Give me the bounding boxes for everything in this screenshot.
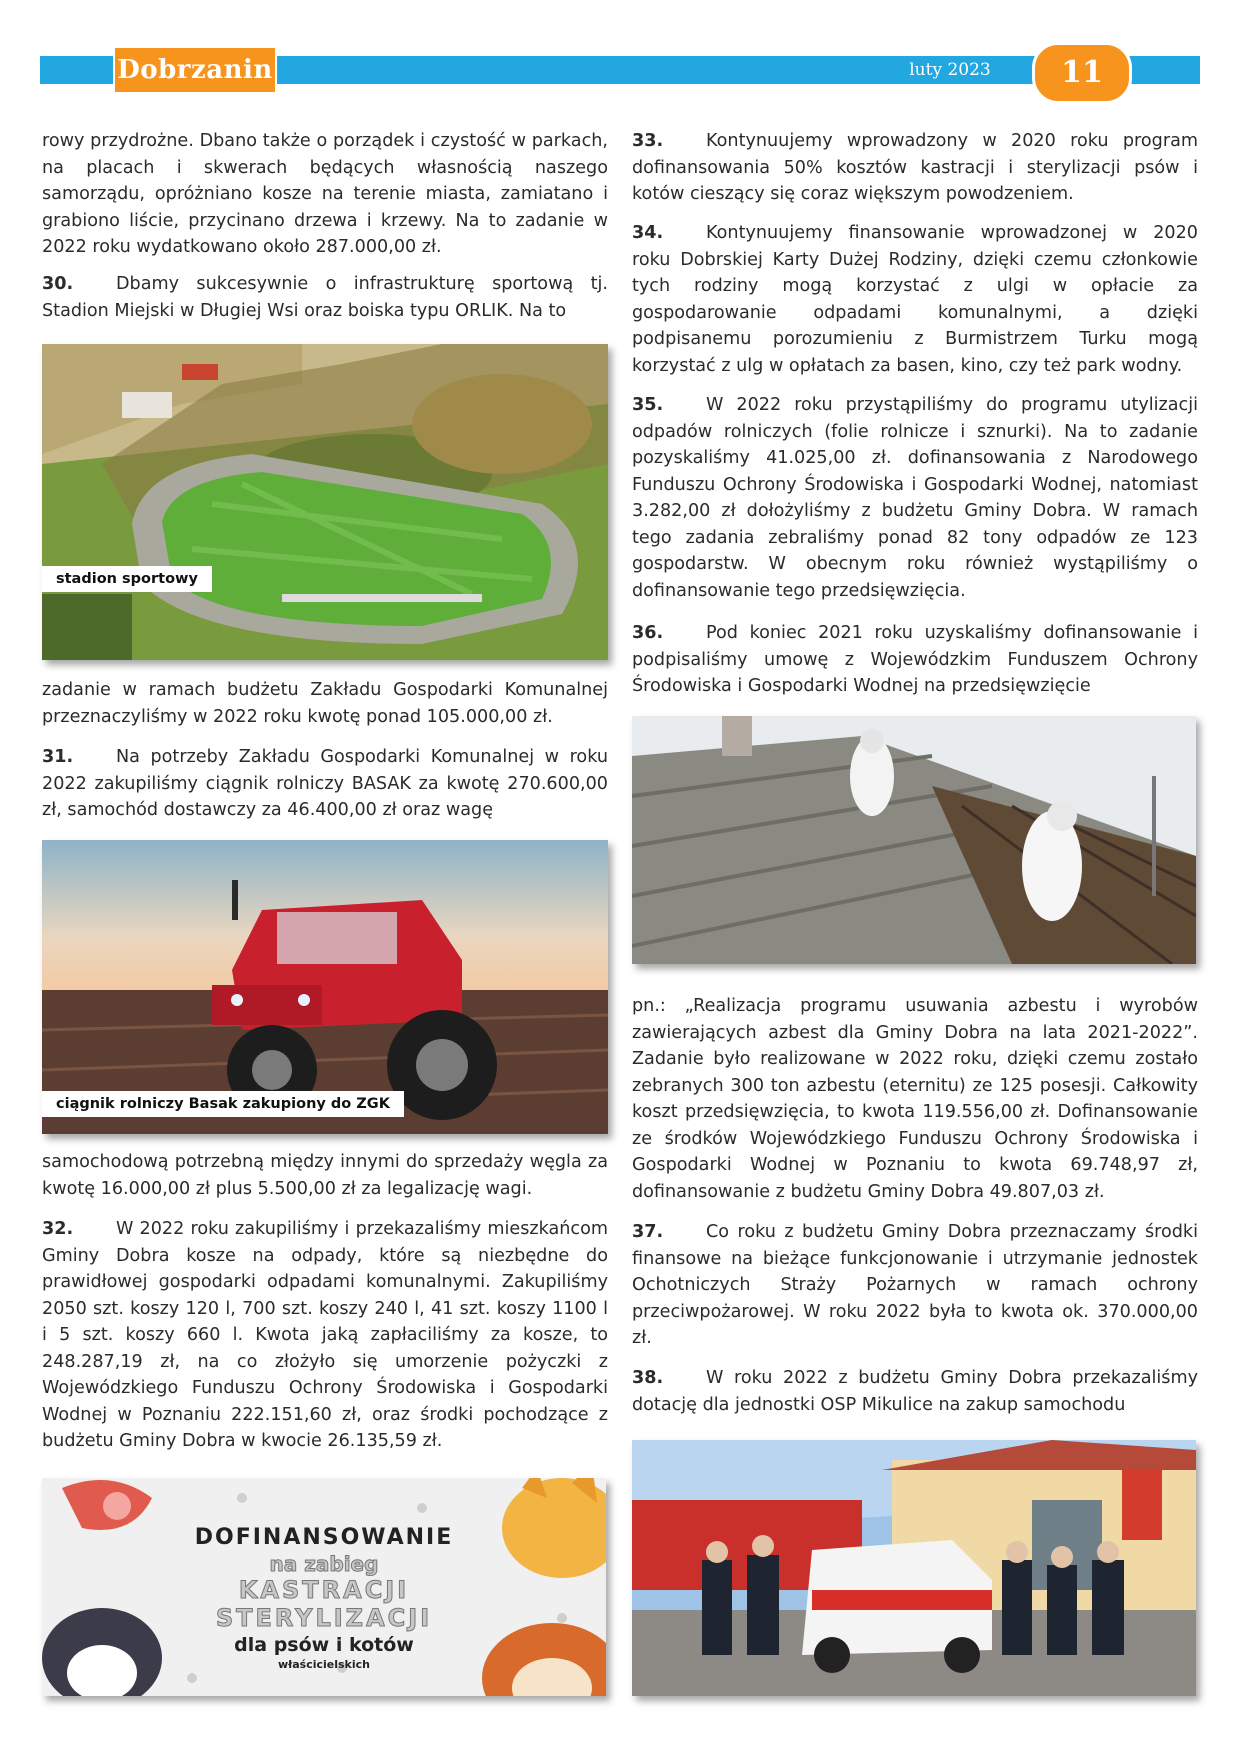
item-text: W 2022 roku przystąpiliśmy do programu utylizacji odpadów rolniczych (folie rolnicze i sznurki). Na to zadanie pozyskaliśmy 41.025,00 zł. dofinansowania z Narodowego Funduszu Ochrony Środowiska i Gospodarki Wodnej, natomiast 3.282,00 zł dołożyliśmy z budżetu Gminy Dobra. W ramach tego zadania zebraliśmy ponad 82 tony odpadów ze 123 gospodarstw. W obecnym roku również wystąpiliśmy o dofinansowanie tego przedsięwzięcia. [632, 395, 1198, 601]
poster-sterilization [42, 1478, 606, 1696]
item-34 [632, 220, 1198, 379]
item-text: Kontynuujemy finansowanie wprowadzonej w 2020 roku Dobrskiej Karty Dużej Rodziny, dzięki czemu członkowie tych rodziny mogą korzystać z ulgi w opłacie za gospodarowanie odpadami komunalnymi, a dzięki podpisanemu porozumieniu z Burmistrzem Turku mogą korzystać z ulg w opłatach za basen, kino, czy też park wodny. [632, 223, 1198, 376]
item-number: 32. [42, 1219, 74, 1239]
item-30-continued: zadanie w ramach budżetu Zakładu Gospodarki Komunalnej przeznaczyliśmy w 2022 roku kwotę ponad 105.000,00 zł. [42, 680, 608, 727]
item-31-continued: samochodową potrzebną między innymi do sprzedaży węgla za kwotę 16.000,00 zł plus 5.500,00 zł za legalizację wagi. [42, 1152, 608, 1199]
issue-date: luty 2023 [909, 60, 991, 80]
item-36 [632, 620, 1198, 700]
item-33 [632, 128, 1198, 208]
item-38 [632, 1365, 1198, 1418]
photo-stadium [42, 344, 608, 660]
poster-line: DOFINANSOWANIE [194, 1525, 454, 1550]
item-text: Co roku z budżetu Gminy Dobra przeznaczamy środki finansowe na bieżące funkcjonowanie i utrzymanie jednostek Ochotniczych Straży Pożarnych w ramach ochrony przeciwpożarowej. W roku 2022 była to kwota ok. 370.000,00 zł. [632, 1222, 1198, 1348]
item-37 [632, 1219, 1198, 1352]
item-number: 33. [632, 131, 664, 151]
item-number: 36. [632, 623, 664, 643]
item-number: 30. [42, 274, 74, 294]
item-number: 37. [632, 1222, 664, 1242]
photo-caption: stadion sportowy [42, 566, 212, 592]
poster-line: właścicielskich [277, 1658, 370, 1671]
item-number: 38. [632, 1368, 664, 1388]
poster-text [122, 1524, 526, 1672]
item-number: 31. [42, 747, 74, 767]
item-35 [632, 392, 1198, 604]
item-31 [42, 744, 608, 824]
item-text: W 2022 roku zakupiliśmy i przekazaliśmy mieszkańcom Gminy Dobra kosze na odpady, które są niezbędne do prawidłowej gospodarki odpadami komunalnymi. Zakupiliśmy 2050 szt. koszy 120 l, 700 szt. koszy 240 l, 41 szt. koszy 1100 l i 5 szt. koszy 660 l. Kwota jaką zapłaciliśmy za kosze, to 248.287,19 zł, na co złożyło się umorzenie pożyczki z Wojewódzkiego Funduszu Ochrony Środowiska i Gospodarki Wodnej w Poznaniu 222.151,60 zł, oraz środki pochodzące z budżetu Gminy Dobra w kwocie 26.135,59 zł. [42, 1219, 608, 1451]
photo-caption: ciągnik rolniczy Basak zakupiony do ZGK [42, 1091, 404, 1117]
item-30 [42, 271, 608, 324]
item-number: 34. [632, 223, 664, 243]
photo-asbestos-removal [632, 716, 1196, 964]
photo-tractor [42, 840, 608, 1134]
item-text: Na potrzeby Zakładu Gospodarki Komunalnej w roku 2022 zakupiliśmy ciągnik rolniczy BASAK za kwotę 270.600,00 zł, samochód dostawczy za 46.400,00 zł oraz wagę [42, 747, 608, 820]
item-text: Kontynuujemy wprowadzony w 2020 roku program dofinansowania 50% kosztów kastracji i sterylizacji psów i kotów cieszący się coraz większym powodzeniem. [632, 131, 1198, 204]
poster-line: dla psów i kotów [234, 1634, 414, 1656]
item-text: Dbamy sukcesywnie o infrastrukturę sportową tj. Stadion Miejski w Długiej Wsi oraz boiska typu ORLIK. Na to [42, 274, 608, 321]
item-36-continued: pn.: „Realizacja programu usuwania azbestu i wyrobów zawierających azbest dla Gminy Dobra na lata 2021-2022”. Zadanie było realizowane w 2022 roku, dzięki czemu zostało zebranych 300 ton azbestu (eternitu) ze 125 posesji. Całkowity koszt przedsięwzięcia, to kwota 119.556,00 zł. Dofinansowanie ze środków Wojewódzkiego Funduszu Ochrony Środowiska i Gospodarki Wodnej w Poznaniu to kwota 69.748,97 zł, dofinansowanie z budżetu Gminy Dobra 49.807,03 zł. [632, 996, 1198, 1202]
item-text: Pod koniec 2021 roku uzyskaliśmy dofinansowanie i podpisaliśmy umowę z Wojewódzkim Funduszem Ochrony Środowiska i Gospodarki Wodnej na przedsięwzięcie [632, 623, 1198, 696]
photo-fire-truck [632, 1440, 1196, 1696]
item-32 [42, 1216, 608, 1455]
publication-title: Dobrzanin [113, 48, 277, 92]
paragraph-intro: rowy przydrożne. Dbano także o porządek i czystość w parkach, na placach i skwerach będących własnością naszego samorządu, opróżniano kosze na terenie miasta, zamiatano i grabiono liście, przycinano drzewa i krzewy. Na to zadanie w 2022 roku wydatkowano około 287.000,00 zł. [42, 131, 608, 257]
poster-line: KASTRACJI [238, 1576, 410, 1604]
poster-line: STERYLIZACJI [215, 1604, 433, 1632]
poster-line: na zabieg [269, 1552, 379, 1576]
page-number: 11 [1032, 42, 1132, 104]
item-number: 35. [632, 395, 664, 415]
item-text: W roku 2022 z budżetu Gminy Dobra przekazaliśmy dotację dla jednostki OSP Mikulice na zakup samochodu [632, 1368, 1198, 1415]
